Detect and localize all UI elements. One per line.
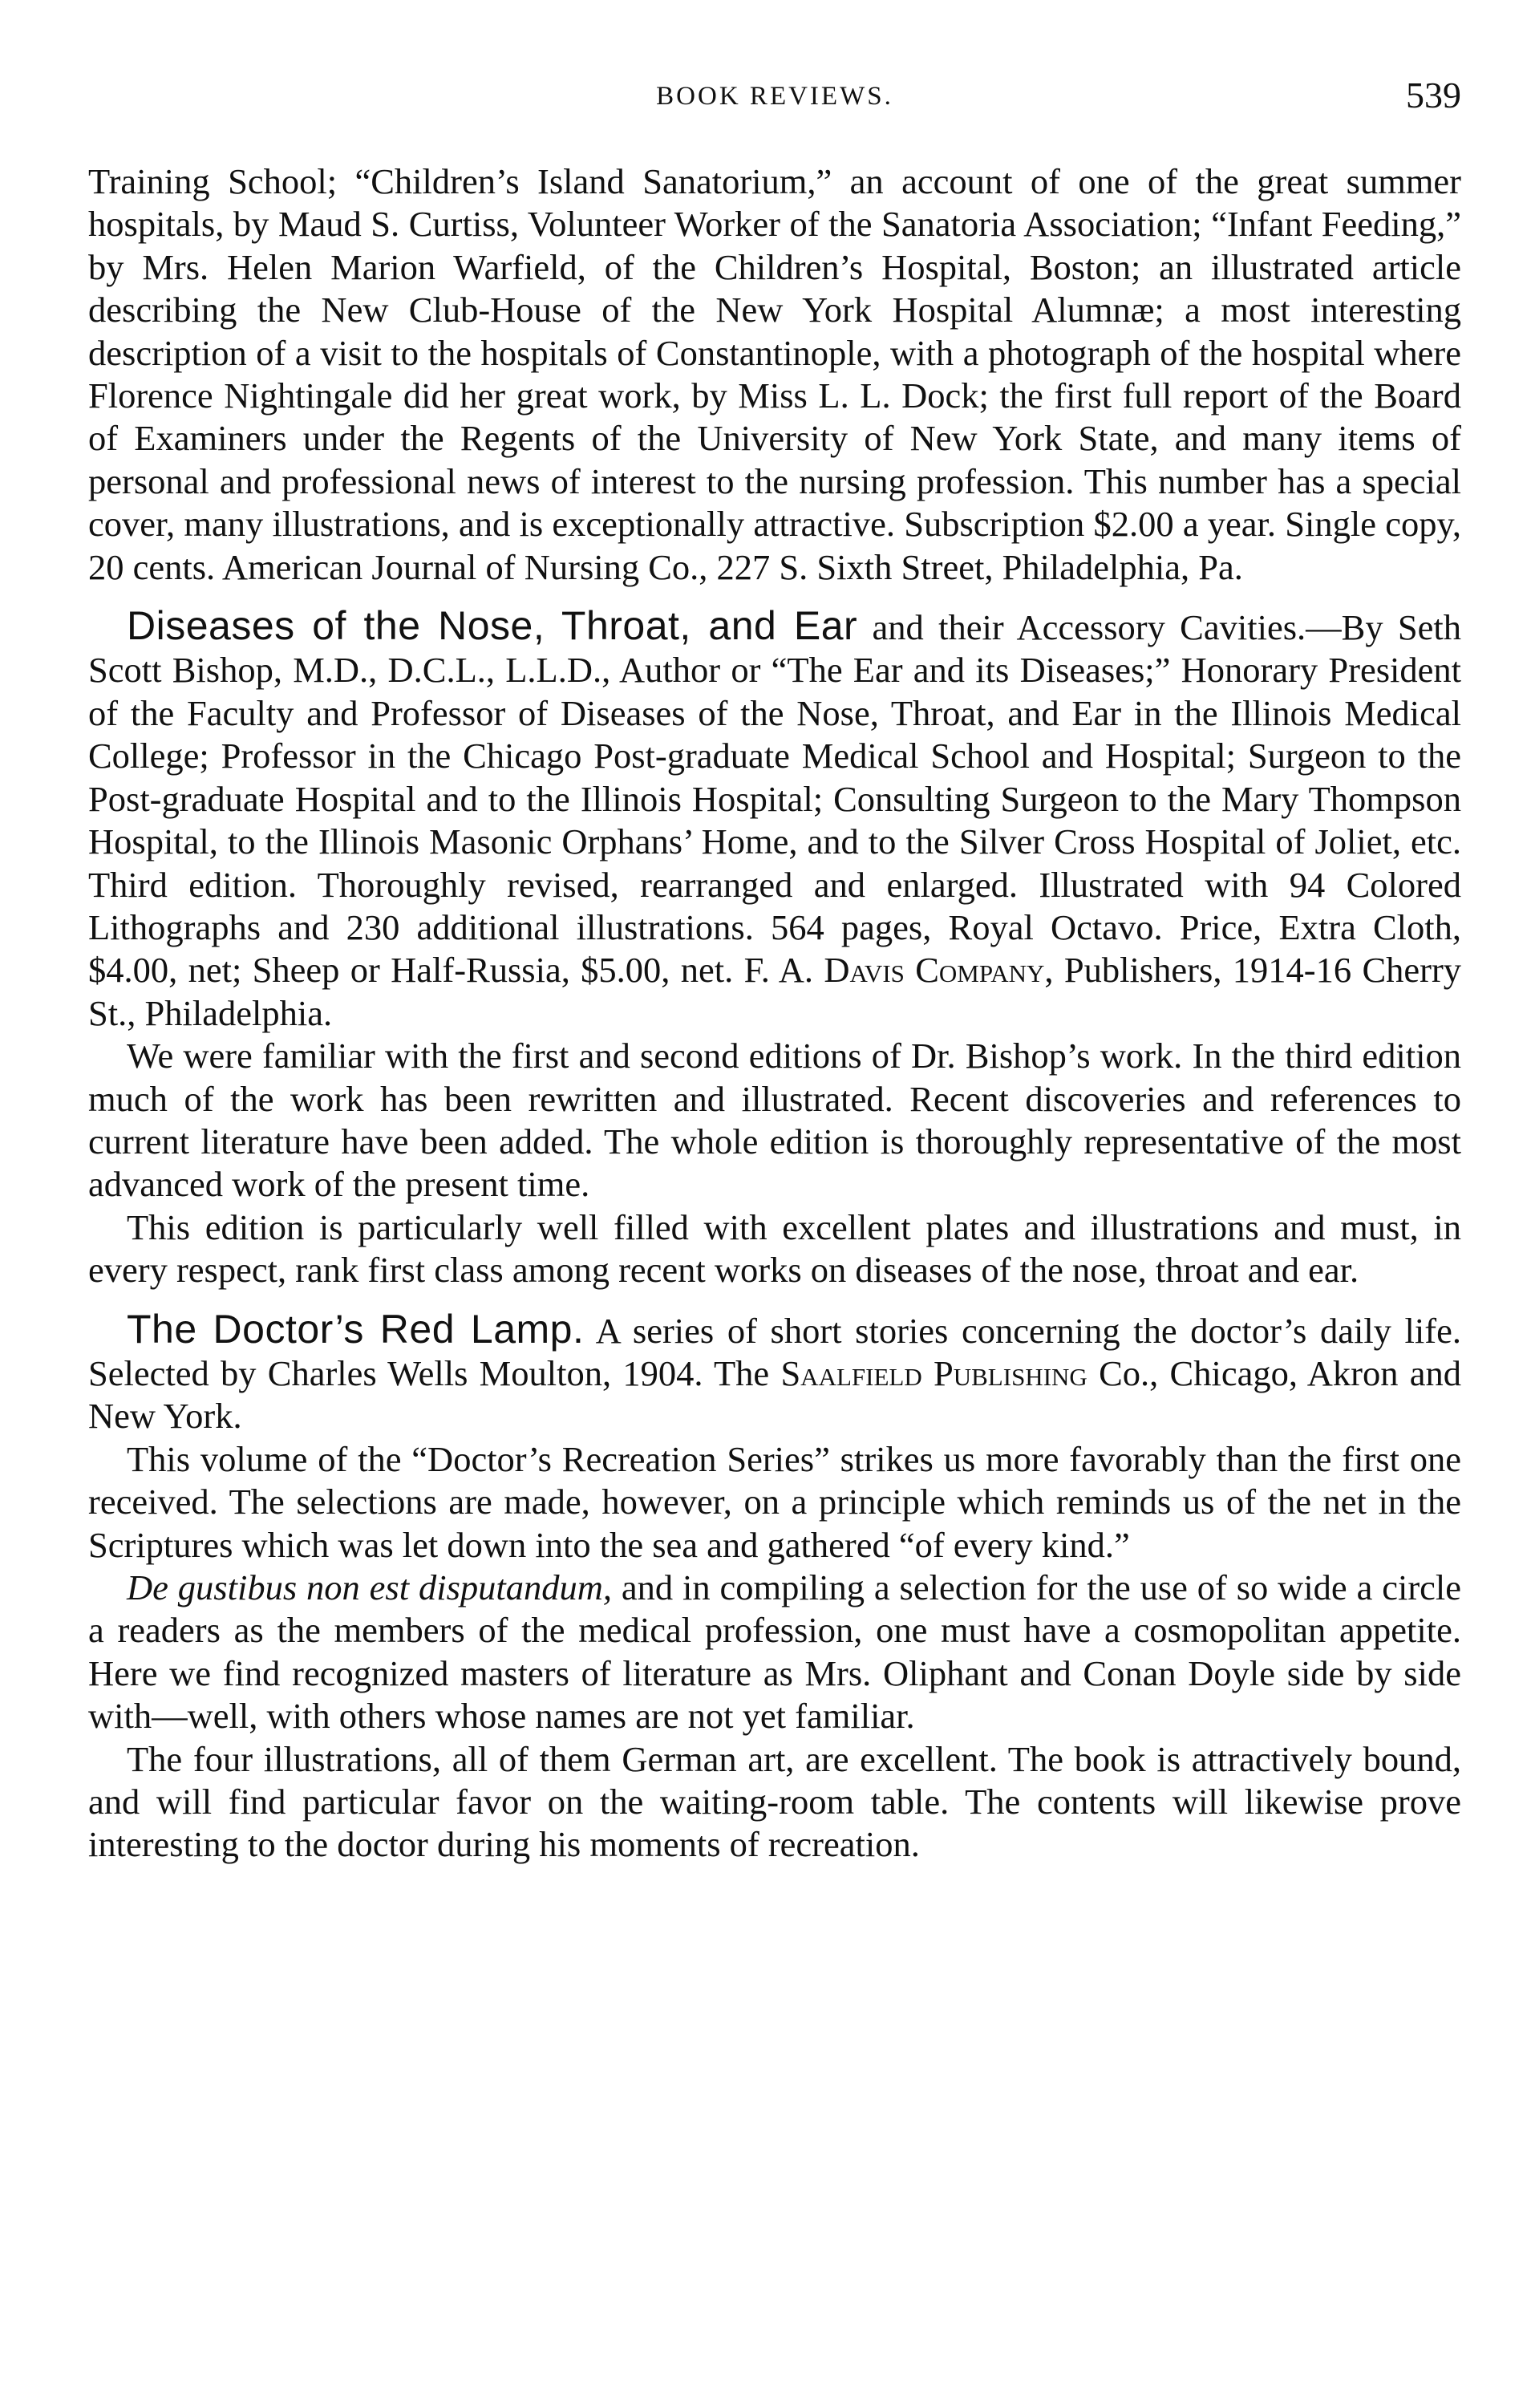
review-red-lamp-paragraph-2-text: and in compiling a selection for the use of so wide a circle a readers as the members of the medical profession, one must have a cosmopolitan appetite. Here we find recognized masters of literature as Mrs. Oliphant and Conan Doyle side by side with—well, with others whose names are not yet familiar. xyxy=(88,1567,1462,1737)
review-red-lamp-paragraph-3: The four illustrations, all of them German art, are excellent. The book is attractively bound, and will find particular favor on the waiting-room table. The contents will likewise prove interesting to the doctor during his moments of recreation. xyxy=(88,1738,1461,1865)
review-diseases-citation xyxy=(88,605,1461,1035)
review-red-lamp-paragraph-1: This volume of the “Doctor’s Recreation Series” strikes us more favorably than the first one received. The selections are made, however, on a principle which reminds us of the net in the Scriptures which was let down into the sea and gathered “of every kind.” xyxy=(88,1438,1461,1565)
intro-paragraph: Training School; “Children’s Island Sanatorium,” an account of one of the great summer hospitals, by Maud S. Curtiss, Volunteer Worker of the Sanatoria Association; “Infant Feeding,” by Mrs. Helen Marion Warfield, of the Children’s Hospital, Boston; an illustrated article describing the New Club-House of the New York Hospital Alumnæ; a most interesting description of a visit to the hospitals of Constantinople, with a photograph of the hospital where Florence Nightingale did her great work, by Miss L. L. Dock; the first full report of the Board of Examiners under the Regents of the University of New York State, and many items of personal and professional news of interest to the nursing profession. This number has a special cover, many illustrations, and is exceptionally attractive. Subscription $2.00 a year. Single copy, 20 cents. American Journal of Nursing Co., 227 S. Sixth Street, Philadelphia, Pa. xyxy=(88,161,1461,587)
page-header xyxy=(88,74,1461,122)
page-body xyxy=(88,160,1461,1867)
review-red-lamp-citation-end: Co., Chicago, Akron and New York. xyxy=(88,1352,1461,1437)
review-red-lamp-paragraph-2 xyxy=(88,1567,1461,1738)
review-diseases-citation-text: and their Accessory Cavities.—By Seth Scott Bishop, M.D., D.C.L., L.L.D., Author or “The Ear and its Diseases;” Honorary President of the Faculty and Professor of Diseases of the Nose, Throat, and Ear in the Illinois Medical College; Professor in the Chicago Post-graduate Medical School and Hospital; Surgeon to the Post-graduate Hospital and to the Illinois Hospital; Consulting Surgeon to the Mary Thompson Hospital, to the Illinois Masonic Orphans’ Home, and to the Silver Cross Hospital of Joliet, etc. Third edition. Thoroughly revised, rearranged and enlarged. Illustrated with 94 Colored Lithographs and 230 additional illustrations. 564 pages, Royal Octavo. Price, Extra Cloth, $4.00, net; Sheep or Half-Russia, $5.00, net. F. A. xyxy=(88,607,1462,991)
review-red-lamp-publisher: Saalfield Publishing xyxy=(780,1352,1087,1393)
review-diseases-citation-end: Publishers, 1914-16 Cherry St., Philadelphia. xyxy=(88,950,1462,1033)
latin-phrase: De gustibus non est disputandum, xyxy=(127,1567,613,1607)
review-diseases-publisher: Davis Company, xyxy=(824,950,1054,991)
review-title-red-lamp: The Doctor’s Red Lamp. xyxy=(127,1306,585,1352)
running-head: BOOK REVIEWS. xyxy=(656,82,893,111)
page-number: 539 xyxy=(1406,75,1461,116)
review-red-lamp-citation-text: A series of short stories concerning the doctor’s daily life. Selected by Charles Wells Moulton, 1904. The xyxy=(88,1310,1461,1393)
review-diseases-paragraph-2: This edition is particularly well filled with excellent plates and illustrations and must, in every respect, rank first class among recent works on diseases of the nose, throat and ear. xyxy=(88,1206,1461,1291)
review-title-diseases: Diseases of the Nose, Throat, and Ear xyxy=(127,603,858,649)
review-red-lamp-citation xyxy=(88,1308,1461,1438)
review-diseases-paragraph-1: We were familiar with the first and second editions of Dr. Bishop’s work. In the third edition much of the work has been rewritten and illustrated. Recent discoveries and references to current literature have been added. The whole edition is thoroughly representative of the most advanced work of the present time. xyxy=(88,1036,1461,1205)
